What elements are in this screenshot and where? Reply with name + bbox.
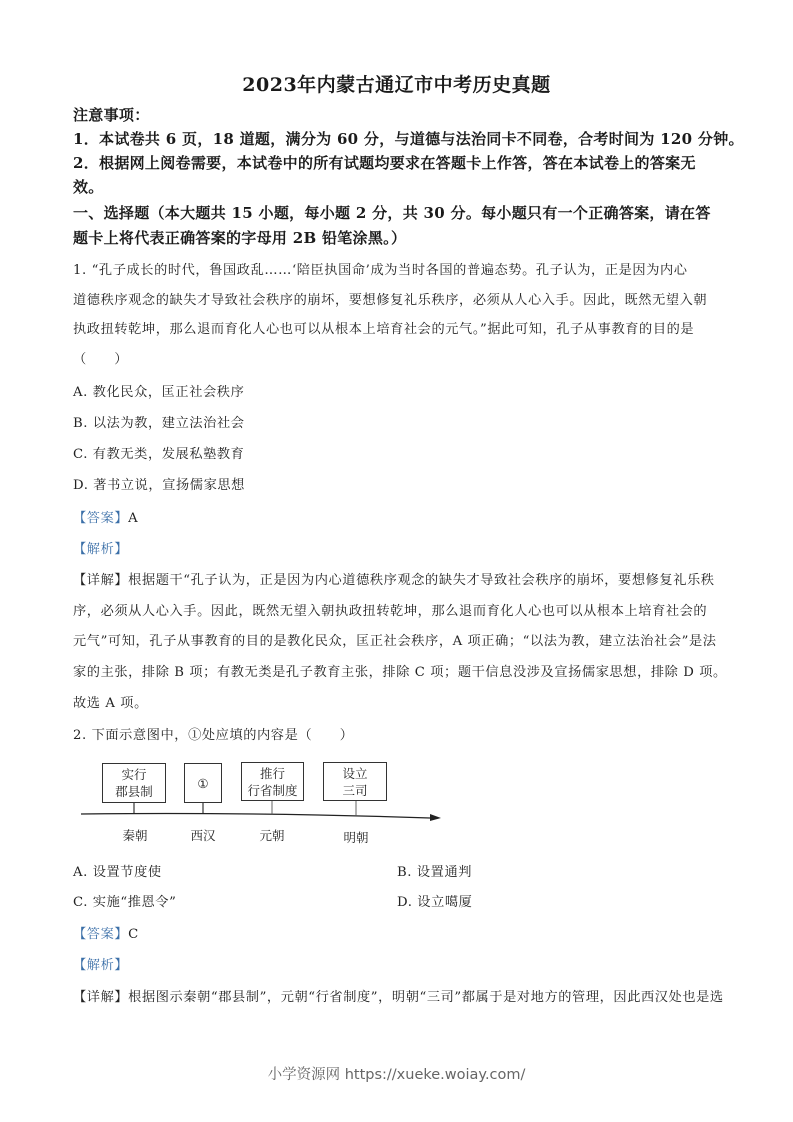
footer-watermark: 小学资源网 https://xueke.woiay.com/ <box>267 1067 526 1083</box>
answer-tag: 【答案】 <box>73 511 129 526</box>
diagram-box-ming <box>323 762 387 801</box>
q1-stem-line: （ ） <box>73 352 129 367</box>
q2-stem: 2. 下面示意图中，①处应填的内容是（ ） <box>73 728 354 743</box>
detail-tag: 【详解】 <box>73 990 129 1005</box>
detail-tag: 【详解】 <box>73 573 129 588</box>
page-title: 2023年内蒙古通辽市中考历史真题 <box>242 74 551 96</box>
q1-answer <box>73 507 138 526</box>
answer-value: A <box>128 511 139 526</box>
q1-analysis-tag <box>73 538 128 557</box>
q1-detail-line: 家的主张，排除 B 项；有教无类是孔子教育主张，排除 C 项；题干信息没涉及宣扬儒家思想，排除 D 项。 <box>73 665 727 680</box>
section-heading: 一、选择题（本大题共 15 小题，每小题 2 分，共 30 分。每小题只有一个正确答案，请在答 <box>73 204 711 222</box>
diagram-box-qin <box>102 763 166 803</box>
answer-value: C <box>128 927 139 942</box>
notice-item-1: 1．本试卷共 6 页，18 道题，满分为 60 分，与道德与法治同卡不同卷，合考时间为 120 分钟。 <box>73 130 744 148</box>
q1-stem-line: 道德秩序观念的缺失才导致社会秩序的崩坏，要想修复礼乐秩序，必须从人心入手。因此，既然无望入朝 <box>73 293 708 308</box>
q1-option-c: C. 有教无类，发展私塾教育 <box>73 447 245 462</box>
q2-answer <box>73 923 139 942</box>
q2-analysis-tag <box>73 954 128 973</box>
q1-detail-line <box>73 569 715 588</box>
answer-tag: 【答案】 <box>73 927 129 942</box>
diagram-label-yuan: 元朝 <box>259 828 285 843</box>
q2-option-d: D. 设立噶厦 <box>397 895 473 910</box>
q2-option-a: A. 设置节度使 <box>73 865 162 880</box>
q1-stem-line: 执政扭转乾坤，那么退而育化人心也可以从根本上培育社会的元气。”据此可知，孔子从事教育的目的是 <box>73 322 695 337</box>
box-text: 郡县制 <box>115 784 153 799</box>
q1-detail-line: 序，必须从人心入手。因此，既然无望入朝执政扭转乾坤，那么退而育化人心也可以从根本上培育社会的 <box>73 604 708 619</box>
q1-option-a: A. 教化民众，匡正社会秩序 <box>73 385 245 400</box>
q1-option-b: B. 以法为教，建立法治社会 <box>73 416 245 431</box>
box-text: ① <box>197 775 209 791</box>
box-text: 实行 <box>121 767 147 782</box>
box-text: 行省制度 <box>247 782 298 798</box>
diagram-label-qin: 秦朝 <box>122 828 148 843</box>
q1-detail-line: 故选 A 项。 <box>73 696 148 711</box>
q2-option-b: B. 设置通判 <box>397 865 473 880</box>
box-text: 设立 <box>342 765 368 781</box>
section-heading-cont: 题卡上将代表正确答案的字母用 2B 铅笔涂黑。） <box>73 229 407 247</box>
box-text: 推行 <box>259 765 285 781</box>
q2-detail-line <box>73 986 724 1005</box>
q1-option-d: D. 著书立说，宣扬儒家思想 <box>73 478 245 493</box>
box-text: 三司 <box>342 782 368 798</box>
q1-stem-line: 1. “孔子成长的时代，鲁国政乱……‘陪臣执国命’成为当时各国的普遍态势。孔子认为，正是因为内心 <box>73 263 688 278</box>
q1-detail-line: 元气”可知，孔子从事教育的目的是教化民众，匡正社会秩序，A 项正确；“以法为教，建立法治社会”是法 <box>73 634 717 649</box>
diagram-box-yuan <box>241 762 304 801</box>
notice-heading: 注意事项： <box>73 106 150 124</box>
diagram-box-blank <box>184 763 222 803</box>
diagram-label-xihan: 西汉 <box>190 828 216 843</box>
analysis-tag: 【解析】 <box>73 542 129 557</box>
detail-text: 根据图示秦朝“郡县制”，元朝“行省制度”，明朝“三司”都属于是对地方的管理，因此西汉处也是选 <box>128 990 724 1005</box>
notice-item-2: 2．根据网上阅卷需要，本试卷中的所有试题均要求在答题卡上作答，答在本试卷上的答案无 <box>73 154 696 172</box>
q2-option-c: C. 实施“推恩令” <box>73 895 177 910</box>
notice-item-2-cont: 效。 <box>73 178 104 196</box>
detail-text: 根据题干“孔子认为，正是因为内心道德秩序观念的缺失才导致社会秩序的崩坏，要想修复礼乐秩 <box>128 573 715 588</box>
diagram-label-ming: 明朝 <box>343 830 369 845</box>
analysis-tag: 【解析】 <box>73 958 129 973</box>
